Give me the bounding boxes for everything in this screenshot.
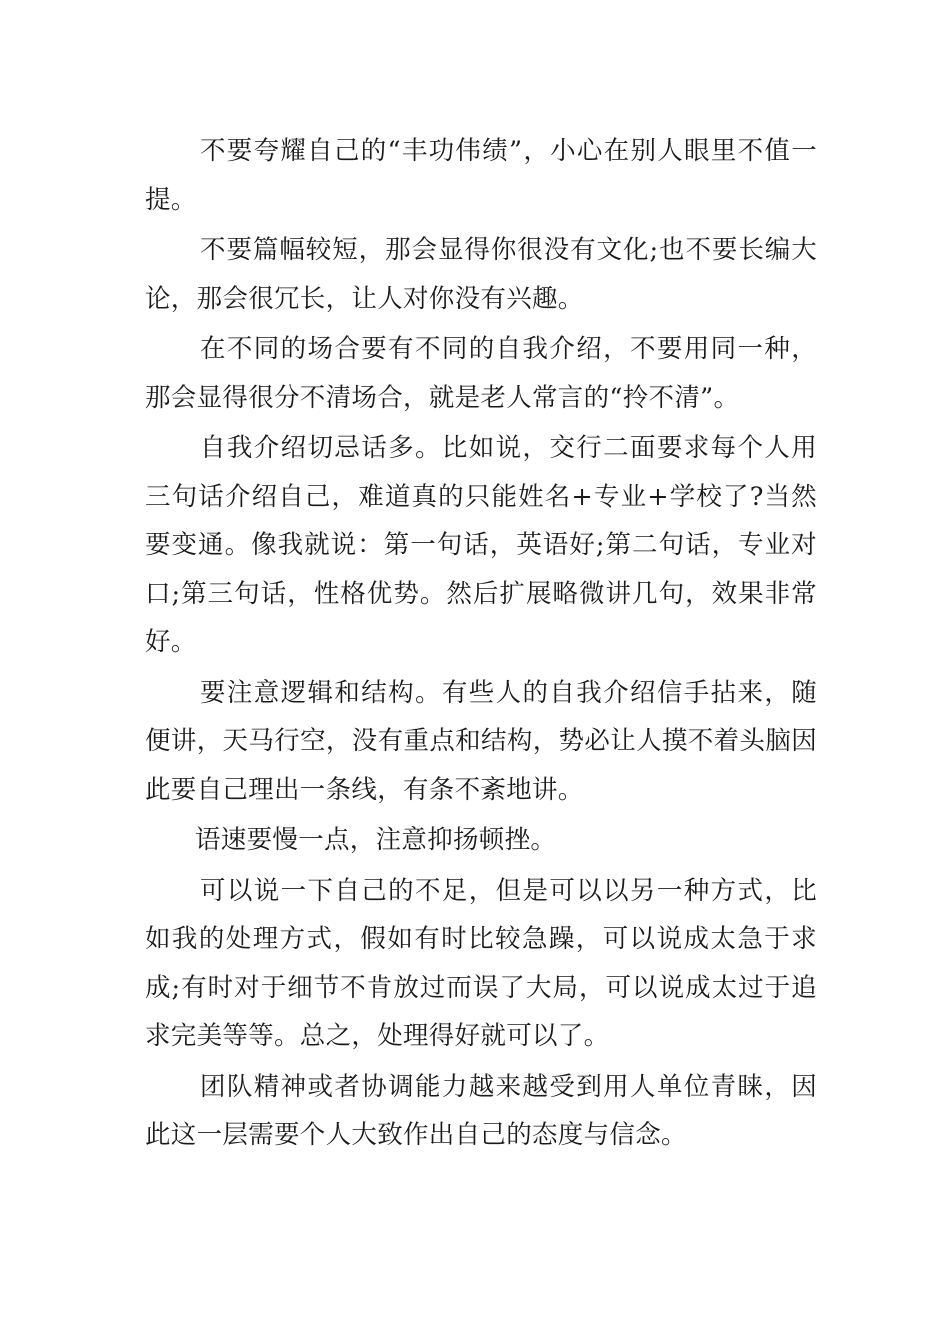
paragraph-occasion: 在不同的场合要有不同的自我介绍，不要用同一种，那会显得很分不清场合，就是老人常言的“拎不清”。 bbox=[145, 334, 817, 413]
paragraph-concise: 自我介绍切忌话多。比如说，交行二面要求每个人用三句话介绍自己，难道真的只能姓名+专业+学校了?当然要变通。像我就说：第一句话，英语好;第二句话，专业对口;第三句话，性格优势。然后扩展略微讲几句，效果非常好。 bbox=[145, 433, 817, 657]
paragraph-length: 不要篇幅较短，那会显得你很没有文化;也不要长编大论，那会很冗长，让人对你没有兴趣。 bbox=[145, 235, 817, 314]
paragraph-structure: 要注意逻辑和结构。有些人的自我介绍信手拈来，随便讲，天马行空，没有重点和结构，势必让人摸不着头脑因此要自己理出一条线，有条不紊地讲。 bbox=[145, 677, 817, 805]
document-body bbox=[145, 127, 817, 1160]
paragraph-boasting: 不要夸耀自己的“丰功伟绩”，小心在别人眼里不值一提。 bbox=[145, 136, 817, 215]
paragraph-weakness: 可以说一下自己的不足，但是可以以另一种方式，比如我的处理方式，假如有时比较急躁，可以说成太急于求成;有时对于细节不肯放过而误了大局，可以说成太过于追求完美等等。总之，处理得好就可以了。 bbox=[145, 875, 817, 1051]
paragraph-teamwork: 团队精神或者协调能力越来越受到用人单位青睐，因此这一层需要个人大致作出自己的态度与信念。 bbox=[145, 1071, 817, 1150]
paragraph-speed: 语速要慢一点，注意抑扬顿挫。 bbox=[195, 825, 557, 855]
